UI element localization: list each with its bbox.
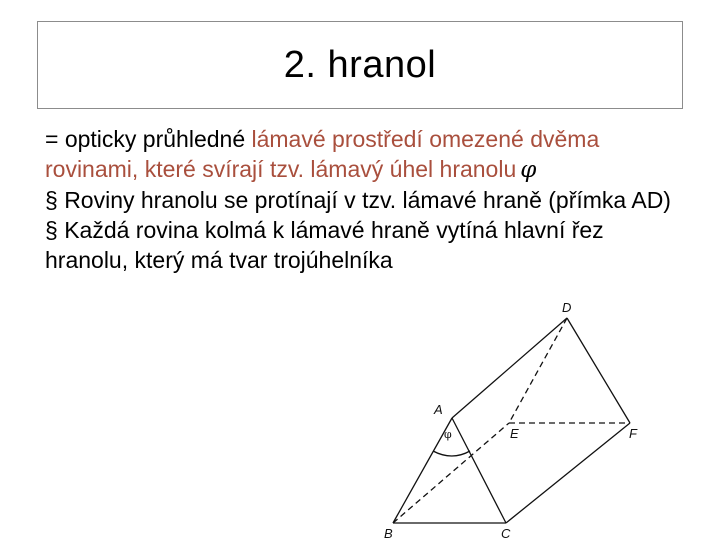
- definition-accent-text: lámavé prostředí omezené dvěma rovinami, které svírají tzv. lámavý úhel hranolu: [45, 126, 600, 182]
- edge-ac: [452, 418, 506, 523]
- angle-arc-icon: [433, 451, 470, 456]
- edge-df: [567, 318, 630, 423]
- bullet-marker-2: §: [45, 217, 58, 243]
- vertex-label-b: B: [384, 526, 393, 540]
- bullet-text-2: Každá rovina kolmá k lámavé hraně vytíná hlavní řez hranolu, který má tvar trojúhelníka: [45, 217, 604, 273]
- hidden-edge-de: [509, 318, 567, 423]
- edge-ad: [452, 318, 567, 418]
- vertex-label-e: E: [510, 426, 519, 441]
- edge-cf: [506, 423, 630, 523]
- vertex-label-c: C: [501, 526, 511, 540]
- vertex-label-d: D: [562, 300, 572, 315]
- vertex-label-a: A: [434, 402, 443, 417]
- page-title: 2. hranol: [283, 43, 437, 86]
- angle-label-phi: φ: [444, 428, 452, 441]
- phi-symbol: φ: [520, 157, 537, 183]
- bullet-marker-1: §: [45, 187, 58, 213]
- vertex-label-f: F: [629, 426, 637, 441]
- definition-prefix: = opticky průhledné: [45, 126, 252, 152]
- bullet-text-1: Roviny hranolu se protínají v tzv. lámavé hraně (přímka AD): [64, 187, 671, 213]
